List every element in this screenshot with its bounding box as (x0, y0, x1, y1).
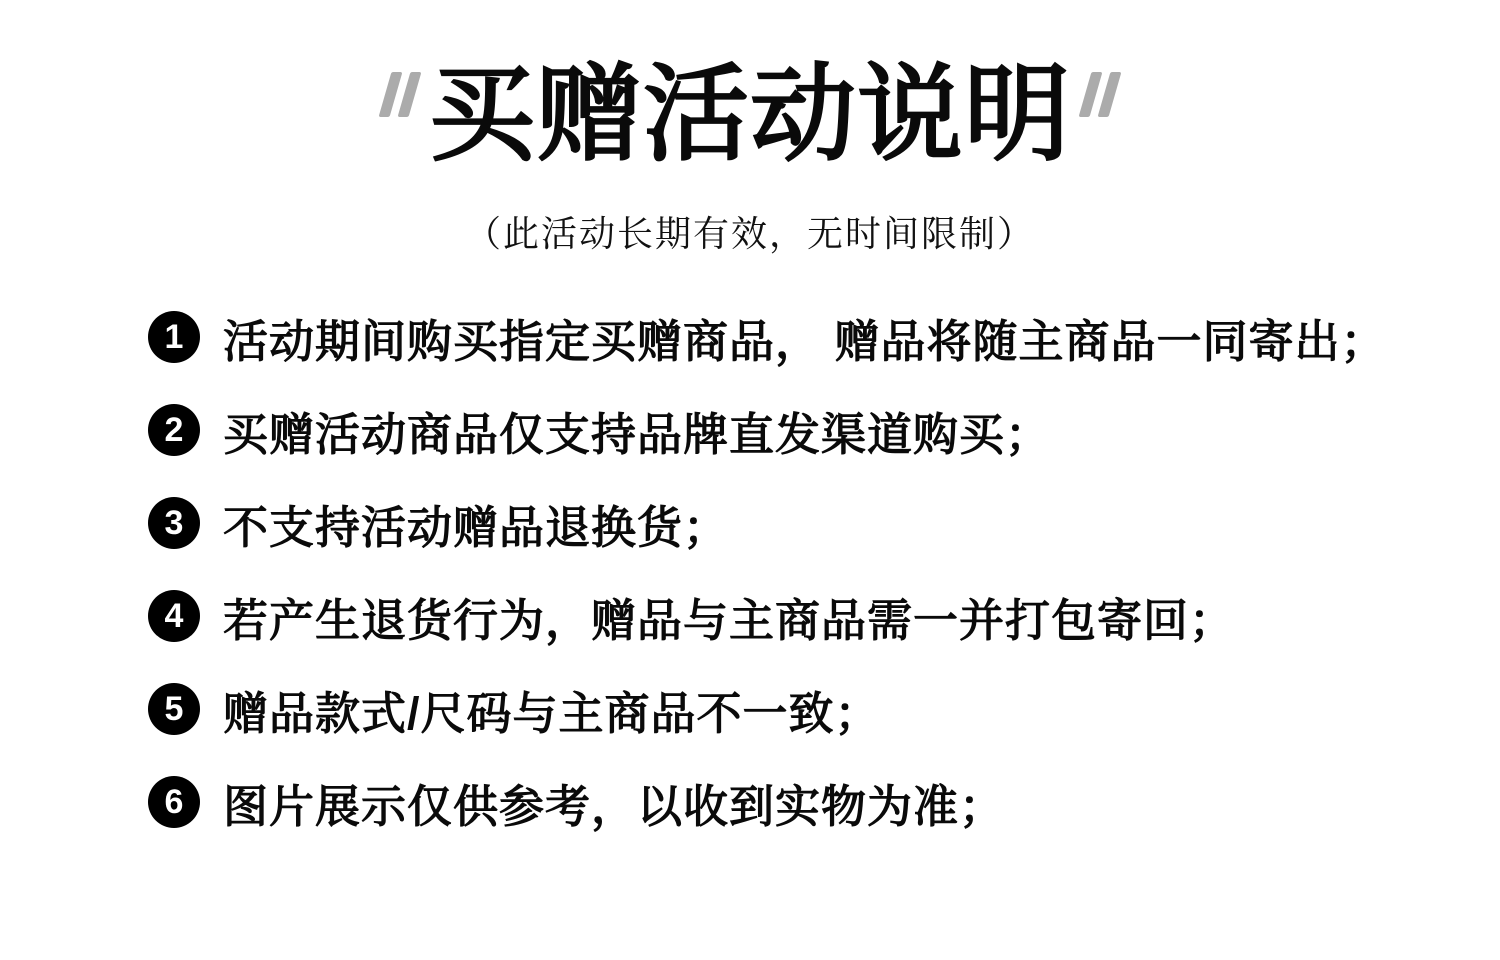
item-text: 不支持活动赠品退换货； (223, 501, 730, 553)
item-number-badge: 1 (148, 311, 200, 363)
close-quote-icon (1079, 72, 1122, 117)
title-row (0, 50, 1500, 180)
list-item (148, 683, 1500, 739)
item-number-badge: 4 (148, 590, 200, 642)
subtitle: （此活动长期有效，无时间限制） (464, 213, 1035, 255)
item-text: 图片展示仅供参考，以收到实物为准； (223, 780, 1006, 832)
item-number-badge: 2 (148, 404, 200, 456)
page-title: 买赠活动说明 (429, 56, 1071, 174)
list-item (148, 776, 1500, 832)
item-number-badge: 5 (148, 683, 200, 735)
item-text: 活动期间购买指定买赠商品， 赠品将随主商品一同寄出； (223, 315, 1387, 367)
list-item (148, 404, 1500, 460)
open-quote-icon (379, 72, 422, 117)
item-text: 若产生退货行为，赠品与主商品需一并打包寄回； (223, 594, 1236, 646)
list-item (148, 311, 1500, 367)
list-item (148, 497, 1500, 553)
item-number-badge: 6 (148, 776, 200, 828)
rules-list (148, 311, 1500, 832)
list-item (148, 590, 1500, 646)
header (0, 0, 1500, 257)
item-text: 赠品款式/尺码与主商品不一致； (223, 687, 881, 739)
item-number-badge: 3 (148, 497, 200, 549)
item-text: 买赠活动商品仅支持品牌直发渠道购买； (223, 408, 1052, 460)
